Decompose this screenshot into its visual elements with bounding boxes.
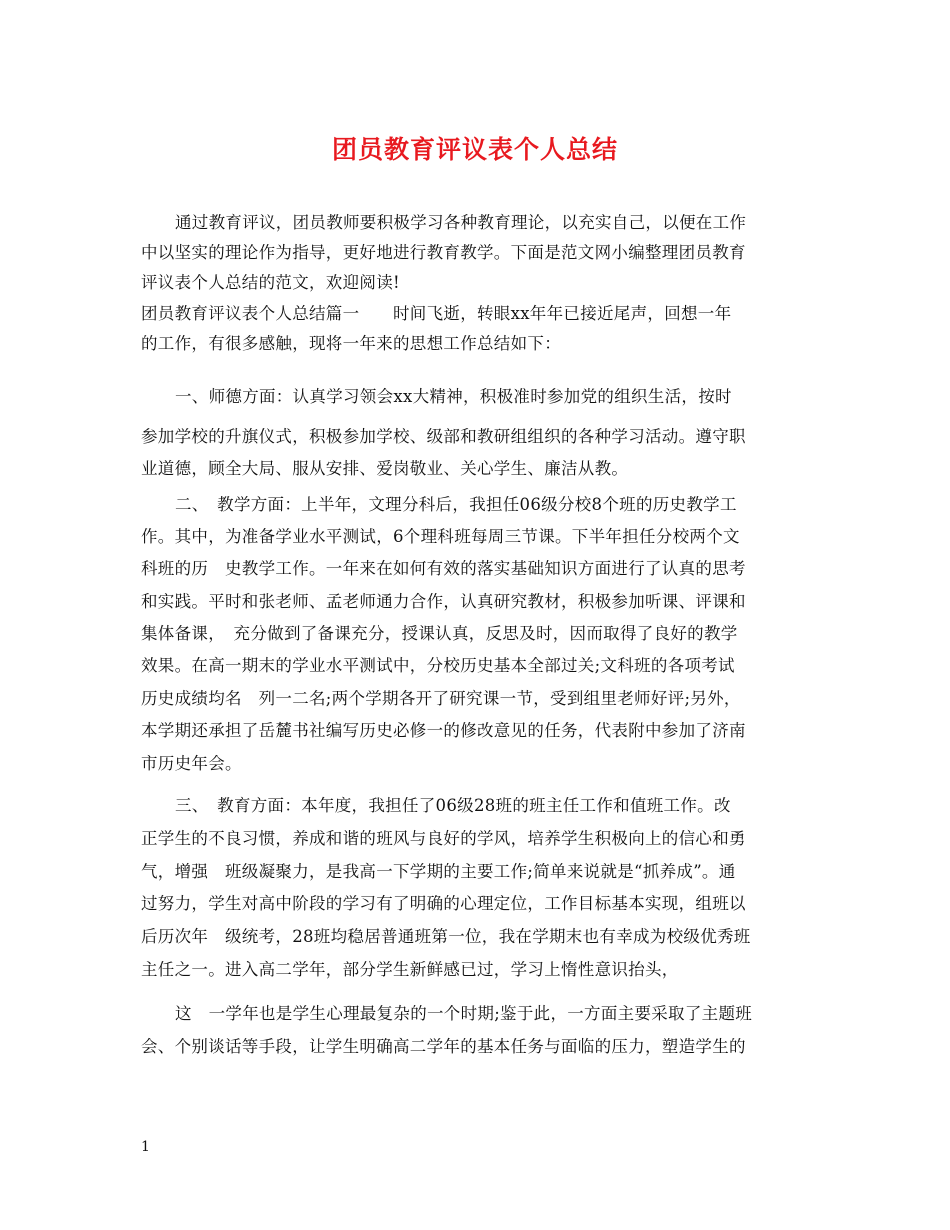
body-line: 过努力，学生对高中阶段的学习有了明确的心理定位，工作目标基本实现，组班以 (141, 894, 746, 913)
body-line: 的工作，有很多感触，现将一年来的思想工作总结如下： (141, 334, 561, 353)
body-line: 历史成绩均名 列一二名;两个学期各开了研究课一节，受到组里老师好评;另外， (141, 689, 741, 708)
body-line: 作。其中，为准备学业水平测试，6个理科班每周三节课。下半年担任分校两个文 (141, 527, 740, 546)
body-line: 团员教育评议表个人总结篇一 时间飞逝，转眼xx年年已接近尾声，回想一年 (141, 304, 732, 323)
body-line: 科班的历 史教学工作。一年来在如何有效的落实基础知识方面进行了认真的思考 (141, 559, 746, 578)
body-line: 气，增强 班级凝聚力，是我高一下学期的主要工作;简单来说就是“抓养成”。通 (141, 862, 736, 881)
body-line: 和实践。平时和张老师、孟老师通力合作，认真研究教材，积极参加听课、评课和 (141, 592, 746, 611)
page-number: 1 (141, 1139, 150, 1155)
body-line: 评议表个人总结的范文，欢迎阅读! (141, 273, 400, 292)
body-line: 本学期还承担了岳麓书社编写历史必修一的修改意见的任务，代表附中参加了济南 (141, 721, 746, 740)
body-line: 正学生的不良习惯，养成和谐的班风与良好的学风，培养学生积极向上的信心和勇 (141, 829, 746, 848)
body-line: 集体备课， 充分做到了备课充分，授课认真，反思及时，因而取得了良好的教学 (141, 624, 738, 643)
body-line: 会、个别谈话等手段，让学生明确高二学年的基本任务与面临的压力，塑造学生的 (141, 1037, 746, 1056)
body-line: 二、 教学方面：上半年，文理分科后，我担任06级分校8个班的历史教学工 (175, 495, 737, 514)
body-line: 业道德，顾全大局、服从安排、爱岗敬业、关心学生、廉洁从教。 (141, 459, 629, 478)
body-line: 通过教育评议，团员教师要积极学习各种教育理论，以充实自己，以便在工作 (175, 213, 747, 232)
body-line: 三、 教育方面：本年度，我担任了06级28班的班主任工作和值班工作。改 (175, 796, 731, 815)
body-line: 中以坚实的理论作为指导，更好地进行教育教学。下面是范文网小编整理团员教育 (141, 243, 746, 262)
body-line: 主任之一。进入高二学年，部分学生新鲜感已过，学习上惰性意识抬头， (141, 960, 679, 979)
body-line: 市历史年会。 (141, 754, 242, 773)
document-title: 团员教育评议表个人总结 (331, 135, 618, 164)
body-line: 一、师德方面：认真学习领会xx大精神，积极准时参加党的组织生活，按时 (175, 387, 732, 406)
body-line: 效果。在高一期末的学业水平测试中，分校历史基本全部过关;文科班的各项考试 (141, 656, 735, 675)
body-line: 后历次年 级统考，28班均稳居普通班第一位，我在学期末也有幸成为校级优秀班 (141, 927, 751, 946)
body-line: 这 一学年也是学生心理最复杂的一个时期;鉴于此，一方面主要采取了主题班 (175, 1004, 753, 1023)
body-line: 参加学校的升旗仪式，积极参加学校、级部和教研组组织的各种学习活动。遵守职 (141, 427, 746, 446)
